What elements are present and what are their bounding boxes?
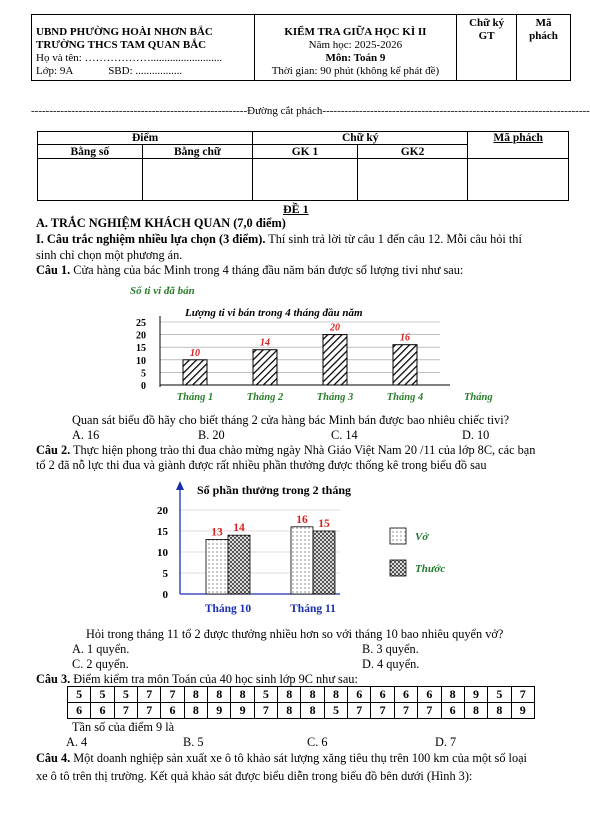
gk1-header: GK 1 [253,145,358,159]
q3-option-b[interactable]: B. 5 [183,735,204,749]
chu-ky-header: Chữ ký [253,132,468,145]
part1-title: I. Câu trắc nghiệm nhiều lựa chọn (3 điểm). [36,232,266,246]
chart2-bar [228,535,250,594]
q1-option-b[interactable]: B. 20 [198,428,225,442]
q4-text2: xe ô tô trên thị trường. Kết quả khảo sát được biểu diễn trong biểu đồ bên dưới (Hình 3): [36,769,473,783]
q1-question: Quan sát biểu đồ hãy cho biết tháng 2 cửa hàng bác Minh bán được bao nhiêu chiếc tivi? [72,413,510,427]
chart1-ylabel: Số ti vi đã bán [130,285,195,297]
student-name-field[interactable]: Họ và tên: ……………….......................... [36,52,223,64]
q1-option-c[interactable]: C. 14 [331,428,358,442]
chart2-legend-label: Thước [415,563,446,575]
q1-label: Câu 1. [36,263,71,277]
score-cell: 5 [324,703,347,719]
gk1-signature-cell[interactable] [253,159,358,201]
ma-phach-value-cell[interactable] [468,159,569,201]
chart2-bar [291,527,313,594]
gk2-header: GK2 [357,145,468,159]
score-cell: 6 [394,687,417,703]
chart1-ytick: 10 [136,355,146,367]
score-cell: 8 [208,687,231,703]
chart1-ytick: 15 [136,343,146,355]
score-cell: 8 [231,687,254,703]
score-cell: 9 [511,703,534,719]
chart2-bar [206,539,228,594]
q2-option-b[interactable]: B. 3 quyển. [362,642,419,656]
score-cell: 9 [464,687,487,703]
score-cell: 8 [464,703,487,719]
chart1-bar [393,345,417,385]
score-cell: 6 [161,703,184,719]
exam-title: KIỂM TRA GIỮA HỌC KÌ II [284,26,427,38]
chart1-ytick: 20 [136,330,146,342]
sbd-field[interactable]: SBD: ................. [108,65,183,77]
chart1-xtick: Tháng 3 [316,392,354,403]
school-year: Năm học: 2025-2026 [308,39,403,51]
score-cell: 8 [301,703,324,719]
chart2-ytick: 5 [162,568,168,580]
ma-phach-cell: Mã phách [468,132,569,159]
chart1-data-label: 14 [260,337,270,349]
chart2-legend-label: Vở [415,531,429,543]
q2-text: Thực hiện phong trào thi đua chào mừng ngày Nhà Giáo Việt Nam 20 /11 của lớp 8C, các bạn [70,443,536,457]
score-words-cell[interactable] [142,159,253,201]
q3-option-a[interactable]: A. 4 [66,735,88,749]
score-cell: 8 [184,703,207,719]
score-cell: 5 [488,687,511,703]
department-name: UBND PHƯỜNG HOÀI NHƠN BẮC [36,26,213,38]
chart1-data-label: 20 [330,322,340,334]
q4-text: Một doanh nghiệp sản xuất xe ô tô khảo sát lượng xăng tiêu thụ trên 100 km của một số loại [70,751,527,765]
score-cell: 6 [68,703,91,719]
score-cell: 7 [418,703,441,719]
bang-chu-header: Bằng chữ [142,145,253,159]
score-cell: 8 [488,703,511,719]
chart1-bar [323,335,347,385]
chart1-data-label: 16 [400,332,410,344]
chart1-xlabel: Tháng [464,392,493,403]
class-label: Lớp: 9A [36,65,73,77]
score-cell: 8 [184,687,207,703]
subject: Môn: Toán 9 [325,52,386,64]
chart1-xtick: Tháng 4 [386,392,424,403]
score-cell: 5 [114,687,137,703]
exam-time: Thời gian: 90 phút (không kể phát đề) [271,65,440,77]
part1-text: Thí sinh trả lời từ câu 1 đến câu 12. Mỗi câu hỏi thí [265,232,522,246]
chart2-data-label: 13 [211,526,223,539]
q3-option-d[interactable]: D. 7 [435,735,457,749]
q2-text2: tổ 2 đã nỗ lực thi đua và giành được rất nhiều phần thưởng được thống kê trong biểu đồ sau [36,458,487,472]
de-number: ĐỀ 1 [283,202,309,216]
score-cell: 9 [208,703,231,719]
score-grid [67,686,535,719]
chart-tivi [120,280,493,405]
bang-so-header: Bằng số [38,145,143,159]
score-cell: 7 [371,703,394,719]
chart2-legend-swatch [390,528,406,544]
score-cell: 7 [348,703,371,719]
q2-option-c[interactable]: C. 2 quyển. [72,657,129,671]
score-row-2 [68,703,535,719]
chart1-data-label: 10 [190,347,200,359]
q3-label: Câu 3. [36,672,71,686]
chart2-bar [313,531,335,594]
school-name: TRƯỜNG THCS TAM QUAN BẮC [36,39,207,51]
chart1-ytick: 0 [141,381,146,392]
section-a-title: A. TRẮC NGHIỆM KHÁCH QUAN (7,0 điểm) [36,216,286,230]
chart2-data-label: 16 [296,513,308,526]
score-row-1 [68,687,535,703]
q2-label: Câu 2. [36,443,71,457]
score-table [37,131,569,201]
score-cell: 8 [441,687,464,703]
score-cell: 6 [371,687,394,703]
score-cell: 7 [161,687,184,703]
q2-option-d[interactable]: D. 4 quyển. [362,657,420,671]
chart1-ytick: 25 [136,318,146,329]
chart2-ytick: 15 [157,526,168,538]
chart2-xtick: Tháng 10 [204,603,252,615]
q3-text: Điểm kiểm tra môn Toán của 40 học sinh lớp 9C như sau: [70,672,358,686]
chart1-bar [183,360,207,385]
chart2-legend-swatch [390,560,406,576]
score-cell: 7 [254,703,277,719]
q1-option-d[interactable]: D. 10 [462,428,490,442]
score-cell: 6 [418,687,441,703]
q1-text: Cửa hàng của bác Minh trong 4 tháng đầu năm bán được số lượng tivi như sau: [70,263,464,277]
chart2-xtick: Tháng 11 [290,603,336,615]
q3-option-c[interactable]: C. 6 [307,735,328,749]
chart1-ytick: 5 [141,368,146,380]
score-cell: 7 [138,687,161,703]
score-cell: 8 [278,687,301,703]
q1-option-a[interactable]: A. 16 [72,428,100,442]
part1-text2: sinh chỉ chọn một phương án. [36,248,183,262]
q4-label: Câu 4. [36,751,71,765]
chart2-ytick: 10 [157,547,168,559]
score-cell: 6 [91,703,114,719]
score-cell: 7 [114,703,137,719]
chart1-title: Lượng ti vi bán trong 4 tháng đầu năm [185,307,363,319]
score-cell: 8 [301,687,324,703]
chart2-data-label: 15 [318,518,330,530]
chart1-xtick: Tháng 2 [246,392,284,403]
score-cell: 6 [348,687,371,703]
chart2-yaxis-arrow [176,481,184,490]
score-cell: 5 [254,687,277,703]
score-number-cell[interactable] [38,159,143,201]
gk2-signature-cell[interactable] [357,159,468,201]
diem-header: Điểm [38,132,253,145]
header-table [31,14,571,81]
chart2-data-label: 14 [233,522,245,535]
chart1-xtick: Tháng 1 [176,392,214,403]
score-cell: 8 [324,687,347,703]
score-cell: 7 [138,703,161,719]
q2-question: Hỏi trong tháng 11 tổ 2 được thưởng nhiều hơn so với tháng 10 bao nhiêu quyển vở? [86,627,504,641]
ma-phach-header: Mã phách [529,17,558,42]
q2-option-a[interactable]: A. 1 quyển. [72,642,130,656]
chart2-ytick: 0 [162,589,168,601]
q3-question: Tần số của điểm 9 là [72,720,175,734]
score-cell: 8 [278,703,301,719]
cut-line: -----------------------------------------------------------Đường cắt phách------------------------------------------------------------------------- [31,105,590,117]
score-cell: 6 [441,703,464,719]
score-cell: 5 [68,687,91,703]
score-cell: 9 [231,703,254,719]
score-cell: 5 [91,687,114,703]
signature-gt: Chữ ký GT [469,17,505,42]
chart2-title: Số phần thưởng trong 2 tháng [197,483,352,497]
score-cell: 7 [394,703,417,719]
chart1-bar [253,350,277,385]
score-cell: 7 [511,687,534,703]
chart2-ytick: 20 [157,505,168,517]
chart-rewards [135,478,465,618]
